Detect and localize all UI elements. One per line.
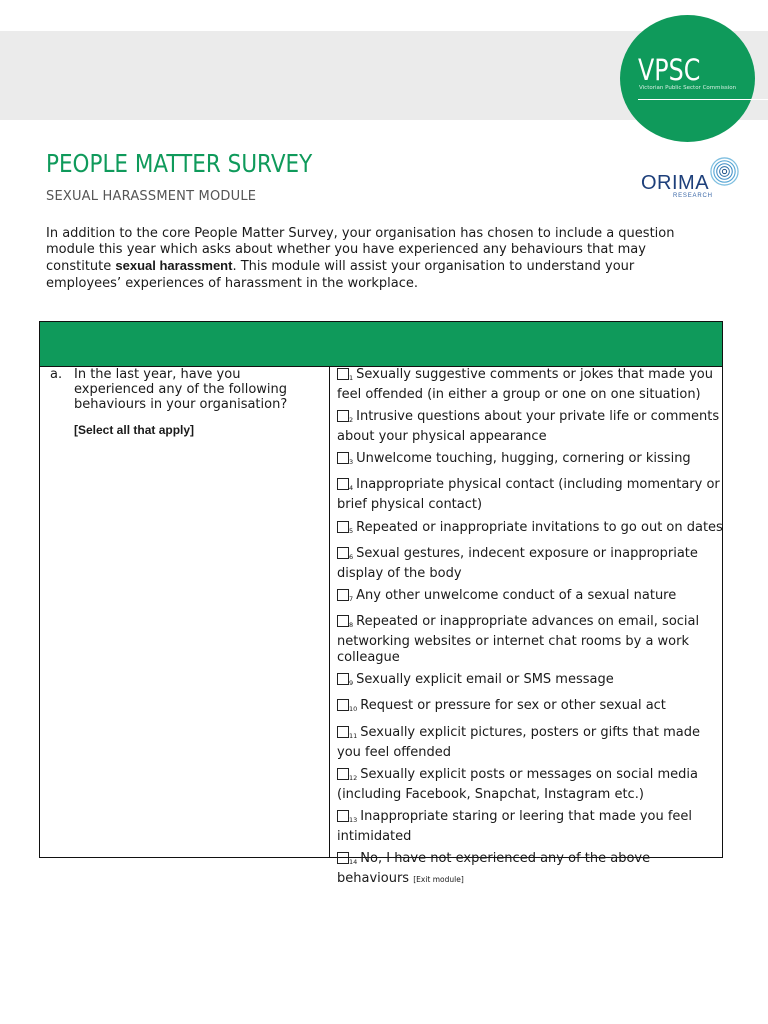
option-item[interactable] <box>337 588 723 608</box>
option-label: Any other unwelcome conduct of a sexual nature <box>356 587 677 603</box>
exit-module-note: [Exit module] <box>413 874 464 884</box>
option-code: 8 <box>349 621 354 630</box>
column-divider <box>329 366 330 857</box>
intro-text-end: . This module will assist your organisation to understand your employees’ experiences of harassment in the workplace. <box>46 259 635 291</box>
checkbox[interactable] <box>337 673 349 685</box>
option-item[interactable] <box>337 409 723 445</box>
option-code: 6 <box>349 552 354 561</box>
option-label: Sexually suggestive comments or jokes that made you feel offended (in either a group or one on one situation) <box>337 367 713 402</box>
intro-bold-term: sexual harassment <box>115 258 233 274</box>
option-code: 1 <box>349 374 354 382</box>
option-label: Sexually explicit email or SMS message <box>356 672 614 688</box>
option-item[interactable] <box>337 451 723 471</box>
checkbox[interactable] <box>337 452 349 464</box>
vpsc-logo-subtitle: Victorian Public Sector Commission <box>639 85 737 91</box>
option-label: Inappropriate physical contact (including momentary or brief physical contact) <box>337 477 720 513</box>
option-code: 7 <box>349 594 354 603</box>
option-code: 14 <box>349 858 358 867</box>
checkbox[interactable] <box>337 410 349 422</box>
checkbox[interactable] <box>337 368 349 380</box>
option-code: 5 <box>349 526 354 535</box>
option-code: 11 <box>349 731 358 740</box>
option-item[interactable] <box>337 809 723 845</box>
option-item[interactable] <box>337 725 723 761</box>
option-item[interactable] <box>337 767 723 803</box>
option-code: 12 <box>349 773 358 782</box>
intro-text-start: In addition to the core People Matter Survey, your organisation has chosen to include a question module this year which asks about whether you have experienced any behaviours that may constitute <box>46 226 675 275</box>
intro-paragraph <box>46 226 686 292</box>
option-code: 3 <box>349 458 354 467</box>
option-label: Unwelcome touching, hugging, cornering or kissing <box>356 451 691 467</box>
option-item[interactable] <box>337 851 723 888</box>
checkbox[interactable] <box>337 478 349 490</box>
option-label: Sexual gestures, indecent exposure or inappropriate display of the body <box>337 545 698 581</box>
option-label: Sexually explicit pictures, posters or gifts that made you feel offended <box>337 724 701 760</box>
option-item[interactable] <box>337 698 723 718</box>
checkbox[interactable] <box>337 810 349 822</box>
option-item[interactable] <box>337 367 723 403</box>
option-code: 9 <box>349 679 354 688</box>
checkbox[interactable] <box>337 852 349 864</box>
option-label: Repeated or inappropriate advances on email, social networking websites or internet chat rooms by a work colleague <box>337 614 700 665</box>
question-text: In the last year, have you experienced any of the following behaviours in your organisation? <box>74 367 288 412</box>
option-code: 13 <box>349 815 358 824</box>
orima-logo-subtitle: RESEARCH <box>673 193 713 199</box>
orima-swirl-icon <box>709 156 740 187</box>
checkbox[interactable] <box>337 547 349 559</box>
option-label: Intrusive questions about your private life or comments about your physical appearance <box>337 409 720 444</box>
question-instruction: [Select all that apply] <box>74 423 195 437</box>
page-subtitle: SEXUAL HARASSMENT MODULE <box>46 189 257 204</box>
option-code: 4 <box>349 484 354 493</box>
question-table-header <box>40 322 722 367</box>
checkbox[interactable] <box>337 615 349 627</box>
checkbox[interactable] <box>337 768 349 780</box>
option-item[interactable] <box>337 614 723 665</box>
vpsc-logo <box>620 15 755 142</box>
option-code: 10 <box>349 705 358 714</box>
option-item[interactable] <box>337 672 723 692</box>
option-label: Repeated or inappropriate invitations to go out on dates <box>356 519 723 535</box>
option-label: Request or pressure for sex or other sexual act <box>360 698 666 714</box>
option-item[interactable] <box>337 520 723 540</box>
checkbox[interactable] <box>337 726 349 738</box>
option-label: Inappropriate staring or leering that made you feel intimidated <box>337 808 693 844</box>
page-title: PEOPLE MATTER SURVEY <box>46 149 313 178</box>
checkbox[interactable] <box>337 699 349 711</box>
checkbox[interactable] <box>337 589 349 601</box>
option-label: Sexually explicit posts or messages on social media (including Facebook, Snapchat, Instagram etc.) <box>337 766 698 802</box>
option-label: No, I have not experienced any of the above behaviours <box>337 851 651 886</box>
option-item[interactable] <box>337 477 723 513</box>
question-marker: a. <box>50 367 63 382</box>
orima-logo-text: ORIMA <box>641 172 710 194</box>
orima-logo <box>640 156 740 202</box>
options-cell <box>337 367 723 894</box>
option-item[interactable] <box>337 546 723 582</box>
question-table <box>39 321 723 886</box>
option-code: 2 <box>349 416 354 425</box>
vpsc-logo-text: VPSC <box>638 53 701 87</box>
vpsc-logo-rule <box>638 99 768 100</box>
checkbox[interactable] <box>337 521 349 533</box>
